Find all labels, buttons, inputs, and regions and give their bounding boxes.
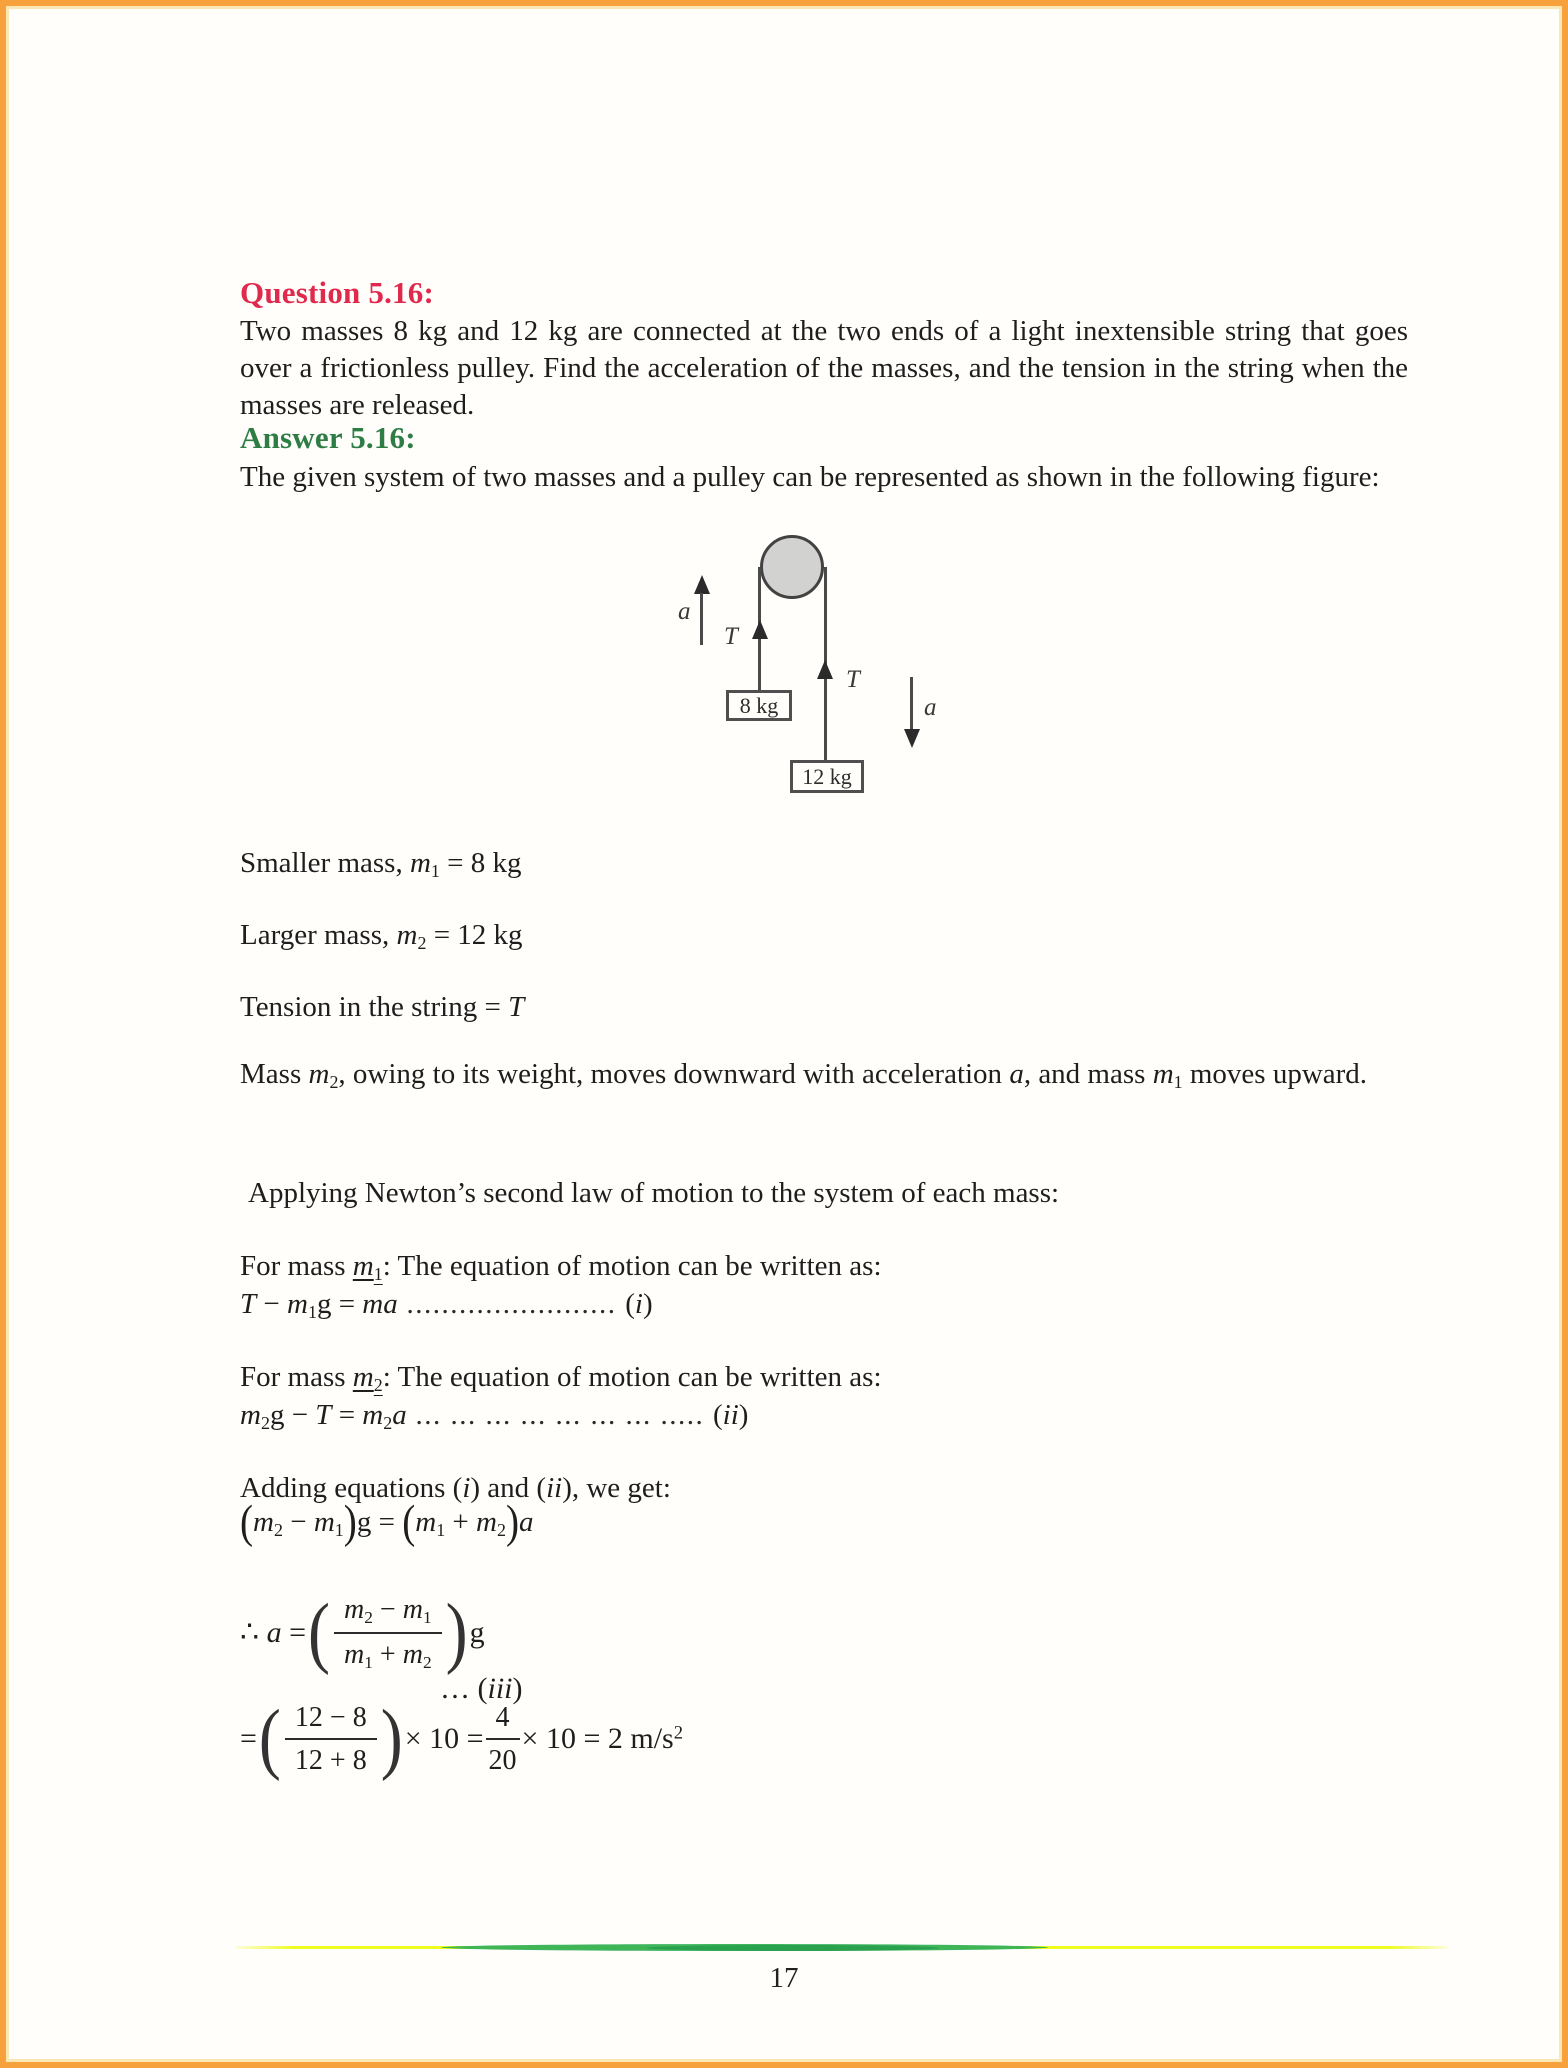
tension-left-label: T	[724, 623, 738, 650]
pulley-figure	[670, 525, 965, 825]
eq-num-fraction1-top: 12 − 8	[285, 1700, 377, 1740]
equation-numeric	[240, 1694, 684, 1783]
mass-moves-paragraph: Mass m2, owing to its weight, moves downward with acceleration a, and mass m1 moves upward.	[240, 1058, 1368, 1093]
mass-12kg-label: 12 kg	[802, 763, 852, 789]
eq-num-right-paren: )	[380, 1694, 403, 1783]
eq-iii-right-paren: )	[445, 1588, 468, 1676]
acceleration-up-arrow-shaft	[700, 593, 703, 645]
adding-equations-line: Adding equations (i) and (ii), we get:	[240, 1472, 671, 1504]
tension-left-arrow-icon	[752, 620, 768, 639]
mass-box-8kg	[726, 690, 792, 721]
eq-num-left-paren: (	[258, 1694, 281, 1783]
mass-8kg-label: 8 kg	[739, 692, 779, 718]
eq-num-fraction1-bottom: 12 + 8	[294, 1745, 367, 1776]
smaller-mass-line: Smaller mass, m1 = 8 kg	[240, 847, 522, 882]
answer-intro: The given system of two masses and a pulley can be represented as shown in the following figure:	[240, 461, 1380, 493]
page-number: 17	[769, 1962, 799, 1994]
for-mass2-line: For mass m2: The equation of motion can be written as:	[240, 1361, 882, 1396]
main-content	[240, 0, 1408, 2068]
tension-right-label: T	[846, 666, 860, 693]
pulley-wheel	[760, 535, 824, 599]
footer-rule-green-core	[647, 1945, 938, 1951]
acceleration-down-arrow-shaft	[910, 677, 913, 729]
eq-num-prefix: =	[240, 1722, 257, 1755]
equation-ii: m2g − T = m2a ... ... ... ... ... ... ... ..... (ii)	[240, 1399, 749, 1434]
equation-i: T − m1g = ma ........................ (i)	[240, 1288, 653, 1323]
applying-newton-line: Applying Newton’s second law of motion to the system of each mass:	[248, 1177, 1060, 1209]
equation-iii-tag: … (iii)	[440, 1672, 523, 1705]
mass-box-12kg	[790, 760, 864, 793]
footer-decorative-rule	[235, 1943, 1448, 1953]
acceleration-up-arrow-icon	[694, 575, 710, 594]
eq-num-fraction2	[486, 1700, 520, 1778]
eq-iii-left-paren: (	[308, 1588, 330, 1676]
eq-num-suffix: × 10 = 2 $m/s^2$	[521, 1722, 684, 1755]
for-mass1-line: For mass m1: The equation of motion can be written as:	[240, 1250, 882, 1285]
accel-up-label: a	[678, 598, 691, 625]
acceleration-down-arrow-icon	[904, 729, 920, 748]
eq-iii-denominator: m1 + m2	[344, 1638, 432, 1672]
accel-down-label: a	[924, 694, 937, 721]
equation-iii	[240, 1588, 485, 1676]
eq-iii-numerator: m2 − m1	[334, 1592, 442, 1634]
eq-num-fraction2-top: 4	[486, 1700, 520, 1740]
eq-num-fraction2-bottom: 20	[488, 1745, 517, 1776]
eq-iii-suffix: g	[469, 1615, 485, 1649]
eq-num-fraction1	[285, 1700, 377, 1778]
tension-right-arrow-icon	[817, 660, 833, 679]
question-body: Two masses 8 kg and 12 kg are connected at the two ends of a light inextensible string that goes over a frictionless pulley. Find the acceleration of the masses, and the tension in the string when the masses are released.	[240, 315, 1408, 421]
eq-num-mid: × 10 =	[404, 1722, 484, 1755]
tension-line: Tension in the string = T	[240, 991, 525, 1023]
eq-iii-prefix: ∴ a =	[240, 1616, 307, 1650]
equation-added: (m2 − m1)g = (m1 + m2)a	[240, 1497, 534, 1548]
eq-iii-fraction	[334, 1592, 442, 1673]
larger-mass-line: Larger mass, m2 = 12 kg	[240, 919, 523, 954]
question-heading: Question 5.16:	[240, 275, 434, 310]
answer-heading: Answer 5.16:	[240, 420, 416, 455]
